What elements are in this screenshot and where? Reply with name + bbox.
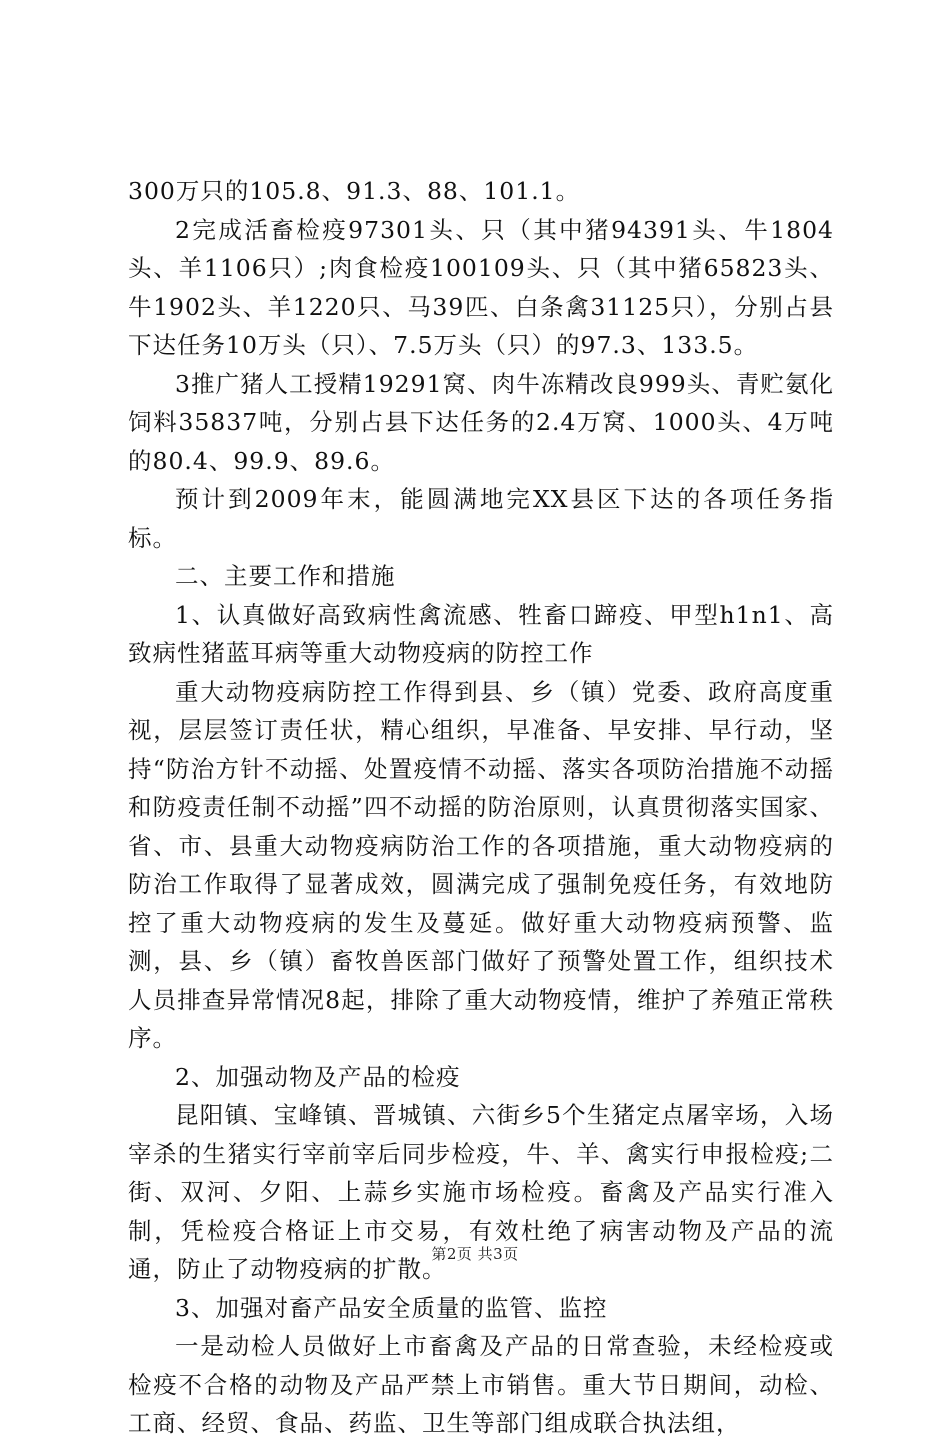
paragraph-product-quarantine: 昆阳镇、宝峰镇、晋城镇、六街乡5个生猪定点屠宰场，入场宰杀的生猪实行宰前宰后同步检疫，牛、羊、禽实行申报检疫;二街、双河、夕阳、上蒜乡实施市场检疫。畜禽及产品实行准入制，凭检疫合格证上市交易，有效杜绝了病害动物及产品的流通，防止了动物疫病的扩散。 — [128, 1101, 834, 1283]
section-heading-main-work: 二、主要工作和措施 — [175, 562, 396, 590]
paragraph-continuation: 300万只的105.8、91.3、88、101.1。 — [128, 177, 581, 205]
paragraph-epidemic-control: 重大动物疫病防控工作得到县、乡（镇）党委、政府高度重视，层层签订责任状，精心组织，早准备、早安排、早行动，坚持“防治方针不动摇、处置疫情不动摇、落实各项防治措施不动摇和防疫责任制不动摇”四不动摇的防治原则，认真贯彻落实国家、省、市、县重大动物疫病防治工作的各项措施，重大动物疫病的防治工作取得了显著成效，圆满完成了强制免疫任务，有效地防控了重大动物疫病的发生及蔓延。做好重大动物疫病预警、监测，县、乡（镇）畜牧兽医部门做好了预警处置工作，组织技术人员排查异常情况8起，排除了重大动物疫情，维护了养殖正常秩序。 — [128, 677, 834, 1052]
subheading-product-quarantine: 2、加强动物及产品的检疫 — [175, 1062, 461, 1091]
subheading-epidemic-control: 1、认真做好高致病性禽流感、牲畜口蹄疫、甲型h1n1、高致病性猪蓝耳病等重大动物疫病的防控工作 — [128, 600, 834, 667]
paragraph-artificial-insemination: 3推广猪人工授精19291窝、肉牛冻精改良999头、青贮氨化饲料35837吨，分别占县下达任务的2.4万窝、1000头、4万吨的80.4、99.9、89.6。 — [128, 369, 834, 475]
paragraph-quality-supervision: 一是动检人员做好上市畜禽及产品的日常查验，未经检疫或检疫不合格的动物及产品严禁上市销售。重大节日期间，动检、工商、经贸、食品、药监、卫生等部门组成联合执法组， — [128, 1332, 834, 1437]
paragraph-livestock-quarantine: 2完成活畜检疫97301头、只（其中猪94391头、牛1804头、羊1106只）;肉食检疫100109头、只（其中猪65823头、牛1902头、羊1220只、马39匹、白条禽31125只），分别占县下达任务10万头（只）、7.5万头（只）的97.3、133.5。 — [128, 215, 834, 359]
page-number-footer: 第2页 共3页 — [431, 1245, 519, 1263]
subheading-quality-supervision: 3、加强对畜产品安全质量的监管、监控 — [175, 1293, 608, 1322]
paragraph-year-end-forecast: 预计到2009年末，能圆满地完XX县区下达的各项任务指标。 — [128, 485, 834, 552]
